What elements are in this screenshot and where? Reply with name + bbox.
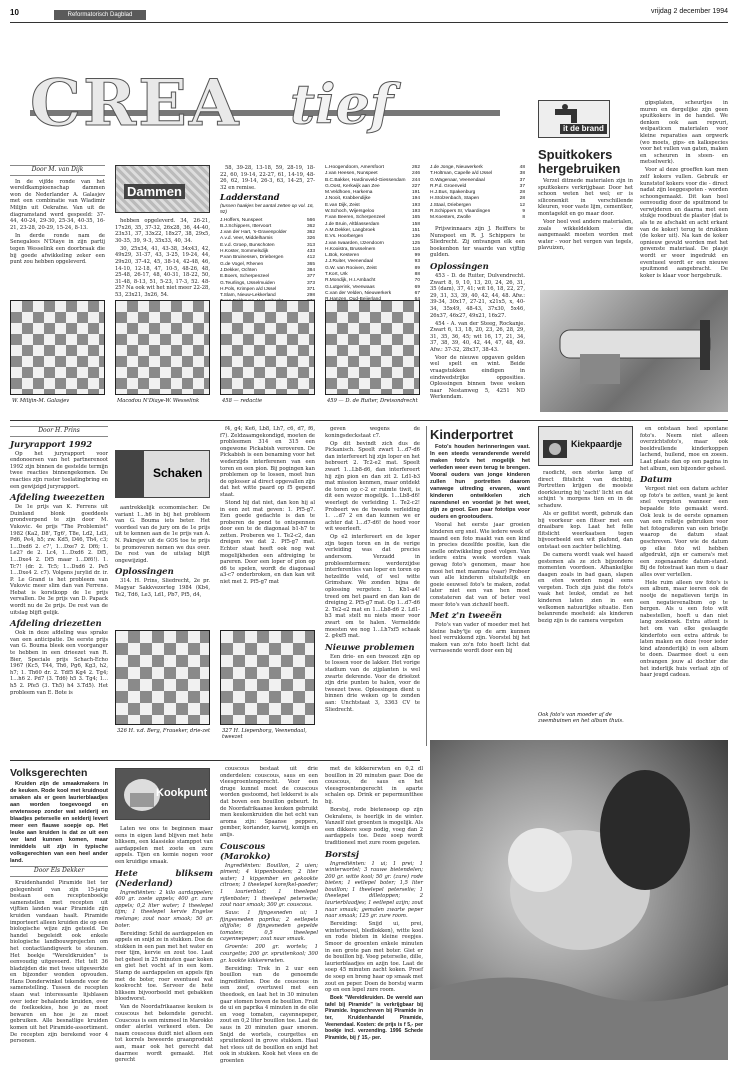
baby-photo-illustration [430, 740, 728, 1060]
paragraph: Bereiding: Snijd ui, prei, wintertoevel, bledlokken), witte kool en rode bieten in kleine reepjes. Smoor de groenten enkele minuten in een grote pan met boter. Giet er de bouillon bij. Voeg peterselie, dille, laurierblaadjes en azijn toe. Laat de soep 45 minuten zacht koken. Proef de soep en breng haar op smaak met zout en peper. Doen de borstsj warm op en een lepel zure room. [325, 921, 423, 994]
paragraph: Verzel ditmede materialen zijn in spuitkokers verkrijgbaar. Door het schoon weten het wel; er is siliconenkit in verschillende kleuren, voor vaste lijm, cementker, montagekit en go maar door. [538, 178, 633, 217]
page-date: vrijdag 2 december 1994 [650, 8, 728, 15]
subhead-oplossingen: Oplossingen [430, 261, 489, 272]
paragraph: Voor de nieuwe opgaven gelden wel spelt en wint. Beide vraagstukken eindigen in eindwedstrijke opposities. Oplossingen binnen twee weken naar Nestanweg 5, 4251 ND Werkendam. [430, 354, 525, 401]
section-rule-2 [10, 760, 420, 761]
masthead [30, 60, 500, 146]
subhead-hete-bliksem: Hete bliksem (Nederland) [115, 868, 213, 889]
ladder-row: C.van der Velden, Nieuwerkerk 67 [325, 290, 420, 296]
paragraph: Hele ruim alleen uw foto's is een album, maar ieeren ook de nootje de negatieven terijn in een negatievenalbum op te bergen. Als u een foto wilt nabestellen, hoeft u dan niet lang zoeknoek. Extra attent is het om van elke geslaagde kinderfoto een extra afdruk te laten maken en deze (voor ieder kind afzonderlijk) in een album te doen. Daarmee doet u een ontvangen jouw al dochter die het inderlijk huis verlaat zijn of haar jeugd cadeau. [640, 579, 728, 679]
kookpunt-label: Kookpunt [156, 787, 208, 799]
ladder-table-2 [325, 165, 420, 310]
caption-chess-2: 327 H. Liepenborg, Veenendaal, tweezet [222, 728, 307, 740]
masthead-tief: tief [290, 72, 394, 136]
paragraph: Foto's van vader of moeder met het kleine baby'tje op de arm kunnen heel verrukkend zijn. Voorstel bij het maken van zo'n foto hoeft licht dat verrassende wordt door een bij [430, 622, 530, 655]
caption-board-3: 458 — redactie [222, 398, 263, 404]
camera-icon [541, 428, 571, 466]
ladder-row: M.Koesters, Zwolle 8 [430, 215, 525, 221]
newspaper-band: Reformatorisch Dagblad [54, 10, 146, 20]
subhead-datum: Datum [640, 475, 672, 486]
paragraph: 453 - D. de Ruiter, Dulvendrecht. Zwart 8, 9, 10, 13, 20, 24, 26, 31, 35 (dam), 37, 41; wit 16, 18, 22, 27, 29, 31, 33, 39, 40, 42, 44, 48. Afw.: 39-34, 30x17, 27-21, x21x5, x, 40-34, 35x49, 48-43, 37x30, 5x46, 26x37, 46x27, 49x21, 16x27. [430, 272, 525, 319]
ladder-row: J.van Iwaarden, IJzendoorn 125 [325, 240, 420, 246]
byline-jury: Door H. Prins [10, 426, 108, 437]
ladder-table-3 [430, 165, 525, 222]
ingredients-groente: Groente: 200 gr. wortels; 1 courgette; 200 gr. spruitenkool; 300 gr. kookte kikkererwten. [220, 944, 318, 964]
paragraph: De 1e prijs van K. Ferrens uit Duinland blonk goeddeels grondverpend te zijn door M. Vukovic. 4e prijs "The Problemist" 1982 (Ka2, D8', Tg6', T8e, Ld2, Ld3, Pd6, Pe4, b5; zw. Kd5, D46, Th4, c3; 1...Dxd6 2. c7', 1...Dxe7 2. Df6; 1. Le2? de 2. Lc4, 1...Dxd6 2. Df5, 1...Dxe4 2. Df5 maar 1...Df6!). 1. Tc7! (dr. 2. Tc5; 1...Dxd6 2. Pe5 1...Dxe4 2. c7). Volgens jurylid dr. ir. P. Le Grand is het probleem van Vukovic meer slim dan van Ferrens. Hebat is korstkopp de 1e prijs vervallen. De 3e prijs van D. Papack wordt nu de 2e prijs. De rest van de uitslag blijft gelijk. [10, 504, 108, 616]
col-jury [10, 426, 108, 756]
page-header [10, 6, 728, 20]
header-rule [10, 22, 728, 23]
ladder-row: B.C.Bakker, Hardinxveld-Giessendam 244 [325, 177, 420, 183]
ingredients-borstsj: Ingrediënten: 1 ui; 1 prei; 1 winterwortel; 3 rauwe bietendelen; 200 gr. witte kool; 50 gr. (zure) rode bieten; 1 eetlepel boter; 1,5 liter bouillon; 1 theelepel peterselie; 1 theelepel dilletoppen; 2 laurierblaadjes; 1 eetlepel azijn; zout naar smaak; gemalen zwarte peper naar smaak; 125 gr. zure room. [325, 860, 423, 920]
paragraph: hebben opgeleverd. 34, 26-21, 17x26, 35, 37-32, 26x28, 36, 44-40, 23x31, 37, 33x22, 18x27, 38, 29x5, 30-35, 39, 9-3, 35x33, 40, 34. [115, 218, 210, 244]
paragraph: f4, g4; Ke6, Lb8, Lh7, c6, d7, f6, f7). Zeldzaamgekondigd, moeten de probleemen 314 en 315 een ongewone Pickabish veroveren. De Pickabish is een benaming voor het wederzijds interferenen van een toren en een pion. Bij pogingen kan problemen op te lossen, moet hun de oplosser al direct opgevallen zijn dat het witte paard op f5 gepend staat. [220, 426, 315, 498]
chess-board-2 [220, 630, 315, 725]
paragraph: De camera wordt vaak wel haasd gestemen als ze zich bijzondere momenten voordoen. Afhankelijke daagen zoals in bad gaan, slapen en eten worden nogal eens vergeten. Toch zijn juist die foto's vaak het leukst, omdat ze het kinderen laten zien in een welkomen natuurlijke situatie. Een belanrende moeheid: als kinderen bezig zijn is de camera vergeten [538, 551, 633, 624]
board-diagram-2 [115, 300, 210, 395]
paragraph: Voor al deze groeffen kan men zelf kokers vullen. Gebruik er kunststof kokers voor die - direct nadat zijn leeggespoten - worden schoongemaakt. Dit kan heel eenvoudig door de spuitmond te verwijderen en daarna met een stukje roodbuut de plaster (dat is als te ze afschakt en acht erkant van de koker) terug te drukken (de koker uit). Na kan de koker opnieuw gevuld worden met het gewenste materiaal. De plasje wordt er weer ingedrukt en eventueel wordt er een nieuwe spuitmond aangebracht. De koker is klaar voor hergebruik. [640, 167, 728, 279]
photo-caulking-gun [540, 290, 728, 412]
kookpunt-icon [115, 768, 210, 820]
paragraph: couscous bestaat uit drie onderdelen: couscous, saus en een vleesgroentengerecht. Voor een druge kunnel moet de couscous worden gestoomd, het lekkerst is als dat boven een bouillon gebeurt. In de Noordafrikaanse keuken gebruikt men keukenkruiden die het echt van aroma zijn: Spaanse peppers, gember, koriander, karwij, komijn en anijs. [220, 766, 318, 838]
ladder-row: L.Hoogendoorn, Amersfoort 262 [325, 165, 420, 170]
paragraph: 314. H. Prins, Sliedrecht, 2e pr. Magyar Sakkvezerteg 1984 (Kb4, Te2, Td6, Le3, Ld1, Pb7, Pf5, d4, [115, 578, 210, 598]
headline-jury: Juryrapport 1992 [10, 439, 93, 450]
headline-kinderportret: Kinderportret [430, 427, 514, 442]
ladder-row: G.Lutgerink, Veenwaas 69 [325, 284, 420, 290]
board-diagram-3 [220, 300, 315, 395]
ladder-row: R.P.d. Groenveld 37 [430, 183, 525, 189]
ladder-row: M.Veldhoen, Harkema 191 [325, 190, 420, 196]
ladder-row: H.Stolzenbach, Stapen 28 [430, 196, 525, 202]
schaken-label: Schaken [153, 466, 203, 480]
paragraph: Op het juryrapport voor endonoersen van het partnerenoot 1992 zijn binnen de gestelde termijn twee reacties binnengekomen. De reacties zijn ruster toelatingbring en een gewijzigd juryrapport. [10, 450, 108, 490]
lead-volksgerechten: Kruiden zijn de smaakmakers in de keuken. Rode kool met kruidnout smaken als er geen laurierblaadjes aan worden toegevoegd en erwtensoep zonder wat selderij en blaadjes peterselie en selderij levert meer een flauwe soepje op. Het leuke aan kruiden is dat ze uit een ver land kunnen komen, maar inmiddels uit zijn in typische volksgerechten van een heel ander land. [10, 781, 108, 864]
subhead-drieezetten: Afdeling driezetten [10, 619, 102, 630]
ladder-row: J.Hoffers, Nunspeet 566 [220, 217, 315, 223]
caption-board-4: 459 — D. de Ruiter, Dreisondrecht [327, 398, 418, 404]
paragraph: geven wegens de koningsdeckstaat c7. [325, 426, 420, 439]
col-kookpunt-1 [115, 826, 213, 1064]
lead-kinderportret: Foto's houden herinneringen vast. In een steeds veranderende wereld maken foto's het mogelijk het verleden weer even terug te brengen. Vooral ouders van jonge kinderen zullen hun portretten daarom vanwege uitreding ervaren, want kinderen ontwikkelen zich razendsnel en voordat je het weet, zijn ze groot. Een paar fototips voor ouders en grootouders. [430, 444, 530, 520]
ladder-row: E.Boers, Scherpenzeel 377 [220, 274, 315, 280]
brand-label: it de brand [560, 124, 607, 134]
ladder-row: H.Pols, Krimpen a/d IJssel 371 [220, 286, 315, 292]
ladder-row: J.de Bruin, Altblasserdam 158 [325, 221, 420, 227]
ladder-row: P.van Bruinessen, Driebergen 412 [220, 255, 315, 261]
ladder-row: R.Mondijk, H.I.Ambacht 70 [325, 278, 420, 284]
paragraph: Een drie- en een tweezet zijn op te lossen voor de lakker. Het vorige stadium van de zijplanten is wel zwarte dekrende. Voor de drieëzet zijn drie punten te halen, voor de tweezet twee. Oplossingen dient u binnen drie weken op te zenden aan: Unchtstaat 3, 3363 CV te Sliedrecht. [325, 653, 420, 713]
ladder-row: G.W. van Rooiven, Zeist 89 [325, 265, 420, 271]
ladder-row: J.J.Ruiter, Veenendaal 93 [325, 259, 420, 265]
subhead-met-zn-tweeen: Met z'n tweeën [430, 611, 502, 622]
ladder-note: (tussen haakjes het aantal zetten op vol. 16, 92) [220, 204, 314, 216]
paragraph: In de vijfde ronde van het wereldkampioenschap dammen won de Nederlander A. Galasjev met een combinatie van Wladimir Milijin uit Oekraïne. Van uit de diagramstand werd gespeeld: 37-44, 40-24, 29-30, 25-34, 40-35, 16-21, 23-28, 20-29, 15-24, 8-13. [10, 178, 105, 231]
ladder-row: A.M.Dekker, Langbroek 151 [325, 227, 420, 233]
col-kinderportret [430, 426, 530, 726]
col-oplossingen-dammen [430, 226, 525, 406]
col-kookpunt-2 [220, 766, 318, 1064]
col-dammen-2 [115, 218, 210, 298]
subhead-couscous: Couscous (Marokko) [220, 841, 271, 862]
paragraph: met de kikkererwten en 0,2 dl bouillon in 20 minuten gaar. Doe de couscous, de saus en het vleesgroentengerecht in aparte schalen op. Drink er pepermuntthee bij. [325, 766, 423, 805]
ladder-row: H.J.Bus, Spakenburg 28 [430, 190, 525, 196]
ingredients-couscous: Ingrediënten: Bouillon, 2 uien; piment; 4 kippenbouten; 2 liter water; 1 kipgember en gekookte citroen; 1 theelepel korefkel-poeder; 1 laurierblad; 1 theelepel rijlenboter; 1 theelepel peterselie; zout naar smaak; 300 gr. couscous. [220, 862, 318, 909]
ladder-row: B.J.Schippers, Ittervoort 362 [220, 223, 315, 229]
col-volksgerechten [10, 766, 108, 1058]
paragraph: Vooral het eerste jaar groeien kinderen erg snel. Wie iedere week of maand een foto maakt van een kind in precies dezelfde positie, kan die snelle ontwikkeling goed volgen. Van iedere extra week worden vaak gewag foto's genomen, maar hoe mooi het met mamma (vaar) Probeer van alle kinderen uitsluitelijk en goeie eeuwsel foto's te maken, zodat later niet een van hen moet constateren dat van of beter veel meer foto's van zichzelf heeft. [430, 522, 530, 608]
masthead-crea: CREA [30, 66, 241, 141]
byline-dammen: Door M. van Dijk [10, 165, 105, 176]
ladder-row: E.v.d. Groep, Bunschoten 313 [220, 242, 315, 248]
ladder-table-1 [220, 190, 315, 312]
page-number: 10 [10, 8, 19, 17]
byline-volk: Door Els Dekker [10, 866, 108, 877]
caption-board-2: Macodou N'Diaye-W. Wesselink [117, 398, 200, 404]
ingredients-saus: Saus: 1 fijngesneden ui; 1 fijngesneden paprika; 2 eetlepels olijfolie; 6 fijngesneden gepelde tomaten; 0,5 theelepel cayennepeper; zout naar smaak. [220, 910, 318, 943]
ladder-row: F.van Beeren, Scherpenzeel 165 [325, 215, 420, 221]
paragraph: Laten we ons te beginnen maar eens in eigen land blijven met hete bliksem, een klassieke stamppot van aardappelen met zoete en zure appels. Tijen en kemie nogen voor een kruidige smaak. [115, 826, 213, 865]
caption-photo-baby: Ook foto's van moeder af de zwembuinen en het album thuis. [538, 712, 624, 724]
paragraph: Prijswinnaars zijn J. Reiffers te Nunspeet en R. J. Schippers te Sliedrecht. Zij ontvangen elk een boekenbon ter waarde van vijftig gulden. [430, 226, 525, 259]
board-diagram-1 [10, 300, 105, 395]
subhead-oplossingen-schaken: Oplossingen [115, 567, 174, 578]
paragraph: 30, 25x34, 41, 43-38, 34x43, 42, 49x29, 31-37, 43, 3-25, 19-24, 44, 29x20, 37-42, 45, 38-14, 42-48, 46, 14-10, 12-18, 47, 10-5, 48-26, 48, 25-48, 26-17, 48, 40-31, 18-22, 50, 31-48, 8-13, 51, 5-23, 17-3, 52. 48-25? Na ook wit het niet meer 22-28, 53, 23x21, 3x26, 54. [115, 245, 210, 298]
ladder-row: J.van Heesen, Nunspeet 246 [325, 171, 420, 177]
paragraph: gipsplaten, scheurtjes in muren en dergelijke zijn geen spuitkokers in de handel. We denken ook aan repvuri, welpasticen materialen voor kleine reparaties aan orgwerk (wo moets, gips- en kalkspecies voor het vullen van gaten, maken en scheuren in steen- en metselwerk). [640, 100, 728, 166]
ladder-row: T.Kort, Urk 88 [325, 272, 420, 278]
paragraph: Voor heel veel andere materialen, zoals wikkeldekken - die aangemaakt moeten worden met water - voor het vergen van tegels, plavuizen, [538, 218, 633, 252]
col-kookpunt-3 [325, 766, 423, 1060]
ingredients-hete-bliksem: Ingrediënten: 2 kilo aardappelen; 400 gr. zoete appels; 400 gr. zure appels; 0,2 liter water; 1 theelepel tijm; 1 theelepel kervie Engelse melange; zout naar smaak; 50 gr. boter. [115, 889, 213, 929]
paragraph: Op dit bevindt zich dus de Pickanisch. Speelt zwart 1...d7-d6 dan interfereert hij zijn loper en het hebreert 2. Tc2-e2 mat. Speelt zwart 1...Lb8-d6, dan interfereert hij zijn pion en dan zit 2. Ld1-b3 mat mission kenmen, maar ontdekt de toren op c-2 er ruimte tiwit, is dit een wezor mogelijk. 1...Lb8-d6! weerlegt de verleiding 1. Te2-c2! Probeert we de tweede verleiding 1. ...d7 2 en dan kunnen we er achter dat 1...d7-d6! de hoed voor wit weerleeft. [325, 440, 420, 533]
dammen-icon: Dammen [115, 165, 210, 213]
ladder-row: T.Slam, Nieuw-Lekkerland 298 [220, 293, 315, 299]
paragraph: 454 - A. van der Steeg, Rockanje. Zwart 6, 13, 18, 20, 23, 26, 28, 29, 31, 35, 36, 45; wit 16, 17, 21, 34, 37, 38, 39, 40, 42, 44, 47, 48, 49. Afw.: 37-32, 28x37, 38-43. [430, 320, 525, 353]
ladder-row: H.Kooistra, Brusselnem 116 [325, 246, 420, 252]
caption-board-1: W. Milijin-M. Galasjev [12, 398, 70, 404]
kiekpaardje-icon [538, 426, 633, 466]
paragraph: Ook in deze afdeling was sprake van een anticipatie. De eerste prijs van G. Bouma bleek een voorganger te hebben in een drieezet van R. Bier, Speciale prijs Schach-Echo 1967 (Kc5, T44, Th6, Pg6, Kg3, h2, h7; 1. Th60 dr. 2. Tdf5 Kg4 2. Tg4; 1...h6 2. Pd7 (3. Td6) h5 3. Tg4; 1... h5 2. Pfe5 (3. Th5) h4 3.Td5). Het probleem van E. Bote is [10, 630, 108, 696]
headline-spuitkokers: Spuitkokers hergebruiken [538, 147, 621, 176]
subhead-nieuwe-problemen: Nieuwe problemen [325, 642, 415, 653]
ladder-row: G.Oost, Kerkwijk aan Zee 227 [325, 183, 420, 189]
col-brand-2 [640, 100, 728, 285]
column-divider [426, 426, 427, 746]
paragraph: en ontstaan heel spontane foto's. Neem niet alleen overzichtsfoto's, maar ook beeldvullende kinderkoppen lachend, huilend, moe en zoeen. Laat plaats dan op een pagina in het album, een bijzonder geheel. [640, 426, 728, 472]
caulking-gun-icon [540, 290, 728, 412]
ladder-row: R.Schippers Sr, Vlaardingen 9 [430, 209, 525, 215]
paragraph: aantrekkelijk ecomomischer. De variant 1...h6 in bij het probleem van G. Bouma iets beter. Het voordeel van de jury om de 1e prijs uit te kennen aan de 1e prijs van A. N. Pakrejev uit de GOS toe te prijs te promoveren nemen we dus over. De rest van de uitslag blijft ongewijzigd. [115, 505, 210, 564]
paragraph: Op e2 interfereert en de loper zijn tegen toren en in de verige verleiding was dat precies andersom. Verzadd in probleemtermen: werderzijdse interferenties van loper en toren op hetzelfde veld, of wel witte Grimshaw. We zonden bijna de oplossing vergeten: 1. Kb1-a4! treed om het paard en dan kan de dreiging 2. Pf5-g7 mat. Op 1...d7-d6 2. Te2-e2 mat en 1...Lb8-d6 2. Ld1-b3 mat stelt nu niets meer voor zwart om te halen. Vermeldde moesten we nog 1...Lh7xf5 schaak 2. g4xf5 mat. [325, 534, 421, 640]
ladder-row: L.Bok, Kesteren 99 [325, 253, 420, 259]
paragraph: Stond hij dat niet, dan kon hij al in een zet mat geven: 1. Pf5-g7. Een goede gedachte is dan te proberen de pend te ontspennen door een te de diagonaal b1-h7 te zetten. Proberen we 1. Te2-c2, dan dreigen we dat 2. Pf5-g7 mat. Echter staat heeft ook nog wat mogelijkheden een afdreiging te pareren. Door een loper of pion op d6 te spelen, wordt de diagonaal a3-c7 onderbroken, en dan kan wit niet met 2. Pf5-g7 mat [220, 499, 315, 586]
photo-baby-swimming [430, 740, 728, 1060]
ladder-title: Ladderstand [220, 193, 280, 203]
paragraph: Bereiding: Trek in 2 uur een bouillon van de genoemde ingrediënten. Doe de couscous in een zeef, overtuwel met een theedoek, en laat het in 30 minuten gaar stomen boven de bouillon. Fruit de ui en paprika 4 minuten in de olie en voeg tomaten, cayennepeper, zout en 0,2 liter bouillon toe. Laat de saus in 20 minuten gaar smoren. Snijd de wortels, courgettes en spruitenkool in grove stukken. Haal het vlees uit de bouillon en snijd het ook in stukken. Kook het vlees en de groenten [220, 965, 318, 1064]
paragraph: Als er geflitst wordt, gebruik dan bij voorkeur een flitser met een draaibare kop. Laat het felle flitslicht weerkaatsen tegen bijvoorbeeld een wit plafond, dan ontstaat een zachter belichting. [538, 510, 633, 550]
col-schaken-1 [115, 505, 210, 627]
paragraph: In derde ronde nam de Senegalees N'Diaye in zijn partij tegen Wesselink een doorbraak die bij goede afwikkeling zeker een punt zou hebben opgeleverd. [10, 232, 105, 266]
ladder-row: J.Staal, Driebergen 12 [430, 202, 525, 208]
board-diagram-4 [325, 300, 420, 395]
paragraph: raodicht, een sterke lamp of direct flitslicht van dichtbij. Portretten krijgen de mooiste doorkleuring bij 'zacht' licht en dat schijnt 's morgens tien en in de schaduw. [538, 470, 633, 509]
col-schaken-3 [325, 426, 420, 758]
ladder-row: J.Dekker, Ochten 384 [220, 267, 315, 273]
ladder-intro [220, 165, 315, 191]
col-kiekpaardje-2 [640, 426, 728, 738]
ladder-row: J.de Jonge, Nieuwerkerk 48 [430, 165, 525, 170]
paragraph: Vergeet niet een datum achter op foto's te zetten, want je kent snel vergeten wanneer een bepaalde foto gemaakt werd. Ook leuk is de eerste opnamen van een rolletje gebruiken voor het fotograferen van een briefje waarop de datum staat geschreven. Voor wie de datum op elke foto wil hebben afgedrukt, zijn er camera's met een zogenaamde datum-stand. Bij de fotostraat kan men u daar alles over vertellen. [640, 486, 728, 578]
paragraph: Van de Noordafrikaanse keuken is couscous het bekendste gerecht. Couscous is een mixmeel in Marokko onder alerlei verkeerd eten. De naam couscous duidt niet alleen een tot korrels beweerde graanprodukt aan, maar ook het gerecht dat daarmee wordt gemaakt. Het gerecht [115, 1004, 213, 1064]
section-rule-1 [10, 420, 728, 421]
paragraph: Bereiding: Schil de aardappelen en appels en snijd ze in stukken. Doe de stukken in een pan met het water en roer tijm, kervie en zout toe. Laat het geheel in 25 minuten gaar koken en giet het vocht af in een kom. Stamp de aardappelen en appels fijn met de boter, roer eventueel wat kookvocht toe. Serveer de hete bliksem bijvoorbeeld met gebakken bloedworst. [115, 930, 213, 1003]
caption-chess-1: 326 H. v.d. Berg, Fraueker, drie-zet [117, 728, 211, 734]
ladder-row: J.Nooit, Krabbendijke 194 [325, 196, 420, 202]
kiekpaardje-label: Kiekpaardje [571, 439, 623, 449]
ladder-row: G.Teurlings, IJsselmuiden 373 [220, 280, 315, 286]
ladder-row: H.Koster, Sommelsdijk 433 [220, 249, 315, 255]
subhead-borstsj: Borstsj [325, 849, 359, 860]
subhead-tweezetten: Afdeling tweezetten [10, 493, 105, 504]
paragraph: Borstsj, rode bietensoep op zijn Oekraïens, is heerlijk in de winter. Vanzelf niet groenten is mogelijk. Als een dikkere soep nodig, voeg dan 2 aardappels toe. Deze soep wordt traditioneel met zure room gegeten. [325, 806, 423, 846]
ladder-row: E.van Dijk, Zeist 193 [325, 202, 420, 208]
ladder-row: G.Wagenaar, Veenendaal 37 [430, 177, 525, 183]
ladder-row: A.v.d. Veer, Middelharnis 326 [220, 236, 315, 242]
ladder-row: J.van der Hart, 's-Gravenpolder 362 [220, 230, 315, 236]
paragraph: 58, 39-28, 13-18, 59, 28-19, 18-22, 60, 19-14, 22-27, 61, 14-19, 48-26, 62, 19-14, 26-3, 63, 14-25, 27-32 en remise. [220, 165, 315, 191]
chess-board-1 [115, 630, 210, 725]
col-schaken-2 [220, 426, 315, 626]
ladder-row: T.Holtman, Capelle a/d IJssel 38 [430, 171, 525, 177]
col-kiekpaardje-1 [538, 470, 633, 710]
ladder-row: G.de Vogel, Rhenen 365 [220, 261, 315, 267]
ladder-row: E.Vs. Hoorbergen 136 [325, 234, 420, 240]
headline-volksgerechten: Volksgerechten [10, 767, 88, 779]
book-info: Boek "Wereldkruiden. De wereld aan tafel bij Piramide" is verkrijgbaar bij Piramide. Ingeschreven bij Piramide in ter, Kruidenhandel Piramide, Veenendaal. Kosten: de prijs is f 5,- per boekje incl. verzending. 1996 Schede Piramide, bij ƒ 15,- per. [325, 995, 423, 1041]
paragraph: Kruidenhandel Piramide liet ter gelegenheid van zijn 15-jarig bestaan een receptenboekje samenstellen met recepten uit vijftien landen waar Piramide zijn kruiden vandaan haalt. Piramide importeert alleen kruiden die op een biologische wijze zijn geteeld. De handel begeleidt ook enkele biologische landbouwprojecten om het contactlandigwerk te steunen. Het boekje "Wereldkruiden" is eenvoudig uitgevoerd. Het telt 36 bladzijden die met twee uitgewerkte en bijzonder wonden opvouden. Hans Donderwinkel tekende voor de samenstelling. Tussen de recepten staan wat interessante lijsblasen over ieder behalende kruiden, over de foelkoekies, hoe je ze moet bewaren en hoe je ze moet gebruiken. Alle besnatlige kruiden komen uit het Piramide-assortiment. De recepten zijn berekend voor 4 personen. [10, 879, 108, 1045]
ladder-row: W.Schoch, Wijersgeloo 193 [325, 209, 420, 215]
